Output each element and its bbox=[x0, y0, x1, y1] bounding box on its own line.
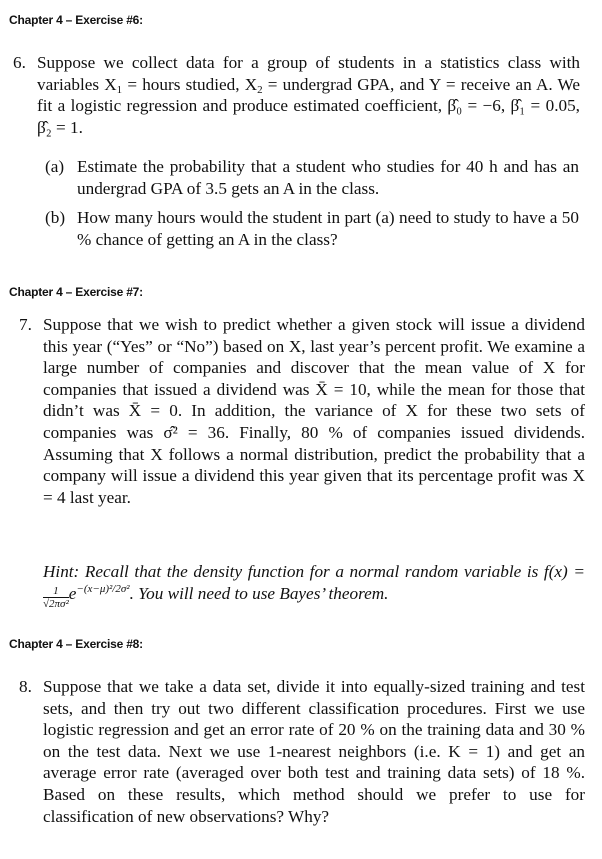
part-a-label: (a) bbox=[45, 157, 65, 176]
exercise-6-header: Chapter 4 – Exercise #6: bbox=[9, 13, 143, 27]
coefficients: β̂₀ = −6, β̂₁ = 0.05, β̂₂ = 1. bbox=[37, 96, 580, 137]
exercise-7-question: Suppose that we wish to predict whether a given stock will issue a dividend this year (“Yes” or “No”) based on X, last year’s percent profit. We examine a large number of companies and discover that the mean value of X for companies that issued a dividend was X̄ = 10, while the mean for those that didn’t was X̄ = 0. In addition, the variance of X for these two sets of companies was σ̂² = 36. Finally, 80 % of companies issued dividends. Assuming that X follows a normal distribution, predict the probability that a company will issue a dividend this year given that its percentage profit was X = 4 last year. bbox=[43, 315, 585, 507]
exercise-8-header: Chapter 4 – Exercise #8: bbox=[9, 637, 143, 651]
part-a-text: Estimate the probability that a student who studies for 40 h and has an undergrad GPA of 3.5 gets an A in the class. bbox=[77, 157, 579, 198]
exercise-8-body bbox=[19, 676, 585, 827]
part-b-label: (b) bbox=[45, 208, 66, 227]
exercise-6-question: Suppose we collect data for a group of students in a statistics class with variables $X_1$ = hours studied, $X_2$ = undergrad GPA, and Y = receive an A. We fit a logistic regression and produce estimated coefficient, β̂₀ = −6, β̂₁ = 0.05, β̂₂ = 1. bbox=[37, 53, 581, 137]
exercise-6-body bbox=[13, 52, 581, 138]
exercise-6-part-a bbox=[45, 156, 579, 199]
exercise-6-number: 6. bbox=[13, 53, 26, 72]
exercise-6-part-b bbox=[45, 207, 579, 250]
density-fraction: $\frac{1}{\text{√2πσ²}}$ bbox=[43, 584, 69, 610]
exercise-7-number: 7. bbox=[19, 315, 32, 334]
exercise-7-header: Chapter 4 – Exercise #7: bbox=[9, 285, 143, 299]
exercise-8-number: 8. bbox=[19, 677, 32, 696]
exercise-8-question: Suppose that we take a data set, divide it into equally-sized training and test sets, and then try out two different classification procedures. First we use logistic regression and get an error rate of 20 % on the training data and 30 % on the test data. Next we use 1-nearest neighbors (i.e. K = 1) and get an average error rate (averaged over both test and training data sets) of 18 %. Based on these results, which method should we prefer to use for classification of new observations? Why? bbox=[43, 677, 585, 826]
exercise-7-body bbox=[19, 314, 585, 508]
part-b-text: How many hours would the student in part (a) need to study to have a 50 % chance of getting an A in the class? bbox=[77, 208, 579, 249]
exercise-7-hint: Hint: Recall that the density function for a normal random variable is f(x) = $\frac{1}{\text{√2πσ²}}$ $e^{-(x-\mu)^2/2\sigma^2}$. You will need to use Bayes’ theorem. bbox=[43, 562, 585, 610]
